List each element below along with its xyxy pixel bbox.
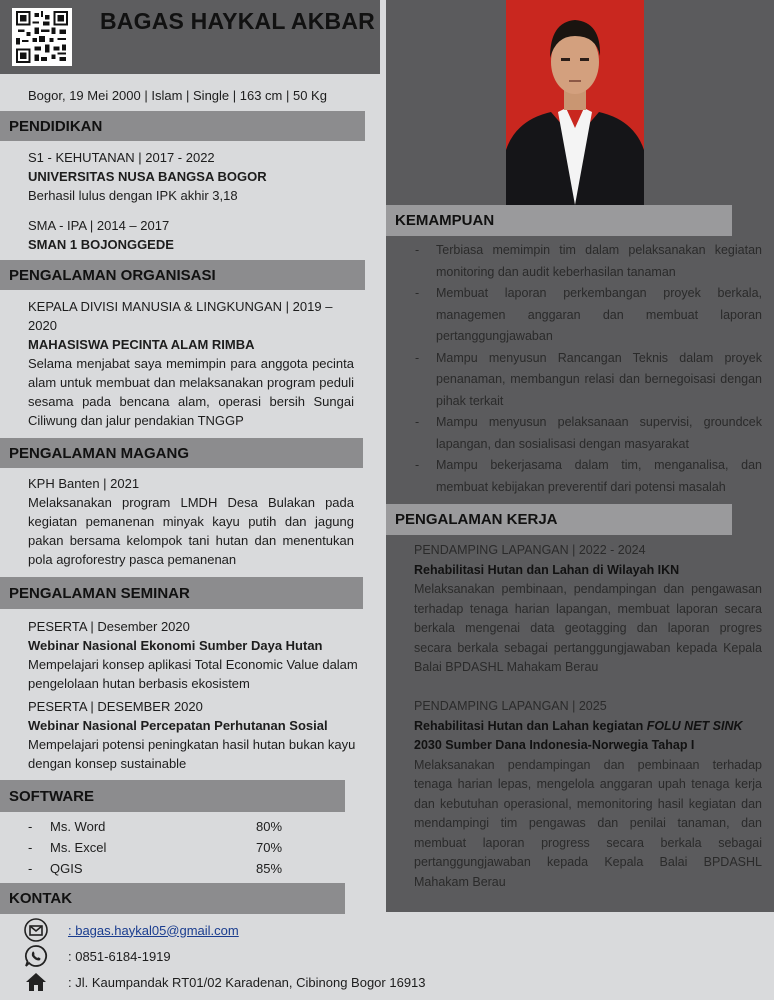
seminar-role: PESERTA | DESEMBER 2020	[28, 699, 203, 714]
education-program: S1 - KEHUTANAN | 2017 - 2022	[28, 150, 215, 165]
internship-place: KPH Banten | 2021	[28, 476, 140, 491]
education-note: Berhasil lulus dengan IPK akhir 3,18	[28, 188, 238, 203]
skill-item: - Mampu bekerjasama dalam tim, menganalisa, dan membuat kebijakan preverentif dari potensi masalah	[412, 455, 762, 498]
software-row: - QGIS 85%	[28, 861, 283, 876]
seminar-description: Mempelajari potensi peningkatan hasil hutan bukan kayu dengan konsep sustainable	[28, 737, 356, 771]
organization-role: KEPALA DIVISI MANUSIA & LINGKUNGAN | 2019 – 2020	[28, 299, 333, 333]
seminar-description: Mempelajari konsep aplikasi Total Economic Value dalam pengelolaan hutan berbasis ekosistem	[28, 657, 358, 691]
education-entry-1	[28, 148, 358, 205]
home-address: : Jl. Kaumpandak RT01/02 Karadenan, Cibinong Bogor 16913	[68, 974, 426, 990]
work-role: PENDAMPING LAPANGAN | 2022 - 2024	[414, 543, 646, 557]
software-level: 70%	[256, 840, 283, 855]
section-software: SOFTWARE	[0, 780, 345, 812]
skills-list	[412, 240, 762, 498]
section-internship: PENGALAMAN MAGANG	[0, 438, 363, 468]
contact-email	[24, 918, 239, 942]
organization-entry	[28, 297, 354, 430]
qr-code-icon	[12, 8, 72, 66]
section-seminar: PENGALAMAN SEMINAR	[0, 577, 363, 609]
software-name: QGIS	[50, 861, 83, 876]
skill-item: - Mampu menyusun pelaksanaan supervisi, groundcek lapangan, dan sosialisasi dengan masyarakat	[412, 412, 762, 455]
contact-phone	[24, 944, 171, 968]
seminar-entry-2	[28, 697, 358, 773]
personal-info: Bogor, 19 Mei 2000 | Islam | Single | 163 cm | 50 Kg	[28, 88, 327, 103]
internship-description: Melaksanakan program LMDH Desa Bulakan pada kegiatan pemanenan minyak kayu putih dan jagung pakan bersama kelompok tani hutan dan menentukan pola agroforestry pasca pemanenan	[28, 495, 354, 567]
skill-item: - Membuat laporan perkembangan proyek berkala, managemen anggaran dan membuat laporan pertanggungjawaban	[412, 283, 762, 348]
home-icon	[24, 970, 48, 994]
phone-number: : 0851-6184-1919	[68, 948, 171, 964]
email-link[interactable]: : bagas.haykal05@gmail.com	[68, 922, 239, 938]
organization-name: MAHASISWA PECINTA ALAM RIMBA	[28, 337, 255, 352]
software-name: Ms. Word	[50, 819, 106, 834]
skill-item: - Terbiasa memimpin tim dalam pelaksanakan kegiatan monitoring dan audit keberhasilan tanaman	[412, 240, 762, 283]
candidate-name: BAGAS HAYKAL AKBAR	[100, 8, 375, 34]
seminar-role: PESERTA | Desember 2020	[28, 619, 190, 634]
software-name: Ms. Excel	[50, 840, 107, 855]
section-work: PENGALAMAN KERJA	[386, 504, 732, 535]
education-entry-2	[28, 216, 358, 254]
profile-photo	[506, 0, 644, 205]
seminar-entry-1	[28, 617, 358, 693]
header-bar	[0, 0, 380, 74]
section-contact: KONTAK	[0, 883, 345, 914]
section-organization: PENGALAMAN ORGANISASI	[0, 260, 365, 290]
work-description: Melaksanakan pendampingan dan pembinaan terhadap tenaga harian lepas, mengelola anggaran upah tenaga kerja dan kebutuhan operasional, memonitoring hasil kegiatan dan mendampingi tim pengawas dan penilai tanaman, dan membuat laporan progress secara berkala sebagai pertanggungjawaban kepada Kepala Balai BPDASHL Mahakam Berau	[414, 757, 762, 889]
seminar-title: Webinar Nasional Percepatan Perhutanan Sosial	[28, 718, 328, 733]
work-project: Rehabilitasi Hutan dan Lahan kegiatan FOLU NET SINK 2030 Sumber Dana Indonesia-Norwegia Tahap I	[414, 718, 743, 752]
internship-entry	[28, 474, 354, 569]
education-school: SMAN 1 BOJONGGEDE	[28, 237, 174, 252]
work-entry-2	[414, 697, 762, 892]
work-project: Rehabilitasi Hutan dan Lahan di Wilayah IKN	[414, 562, 680, 577]
education-program: SMA - IPA | 2014 – 2017	[28, 218, 170, 233]
skill-item: - Mampu menyusun Rancangan Teknis dalam proyek penanaman, membangun relasi dan bernegoisasi dengan pihak terkait	[412, 348, 762, 413]
organization-description: Selama menjabat saya memimpin para anggota pecinta alam untuk membuat dan melaksanakan program peduli sesama pada bencana alam, operasi bersih Sungai Ciliwung dan jalur pendakian TNGGP	[28, 356, 354, 428]
work-description: Melaksanakan pembinaan, pendampingan dan pengawasan terhadap tenaga harian lapangan, membuat laporan secara berkala mengenai data geotagging dan laporan progres secara berkala sebagai pertanggungjawaban kepada Kepala Balai BPDASHL Mahakam Berau	[414, 582, 762, 674]
section-skills: KEMAMPUAN	[386, 205, 732, 236]
whatsapp-icon	[24, 944, 48, 968]
software-row: - Ms. Excel 70%	[28, 840, 283, 855]
seminar-title: Webinar Nasional Ekonomi Sumber Daya Hutan	[28, 638, 323, 653]
contact-address	[24, 970, 426, 994]
work-entry-1	[414, 541, 762, 678]
software-level: 80%	[256, 819, 283, 834]
work-role: PENDAMPING LAPANGAN | 2025	[414, 699, 607, 713]
email-icon	[24, 918, 48, 942]
software-row: - Ms. Word 80%	[28, 819, 283, 834]
software-level: 85%	[256, 861, 283, 876]
education-school: UNIVERSITAS NUSA BANGSA BOGOR	[28, 169, 267, 184]
section-education: PENDIDIKAN	[0, 111, 365, 141]
